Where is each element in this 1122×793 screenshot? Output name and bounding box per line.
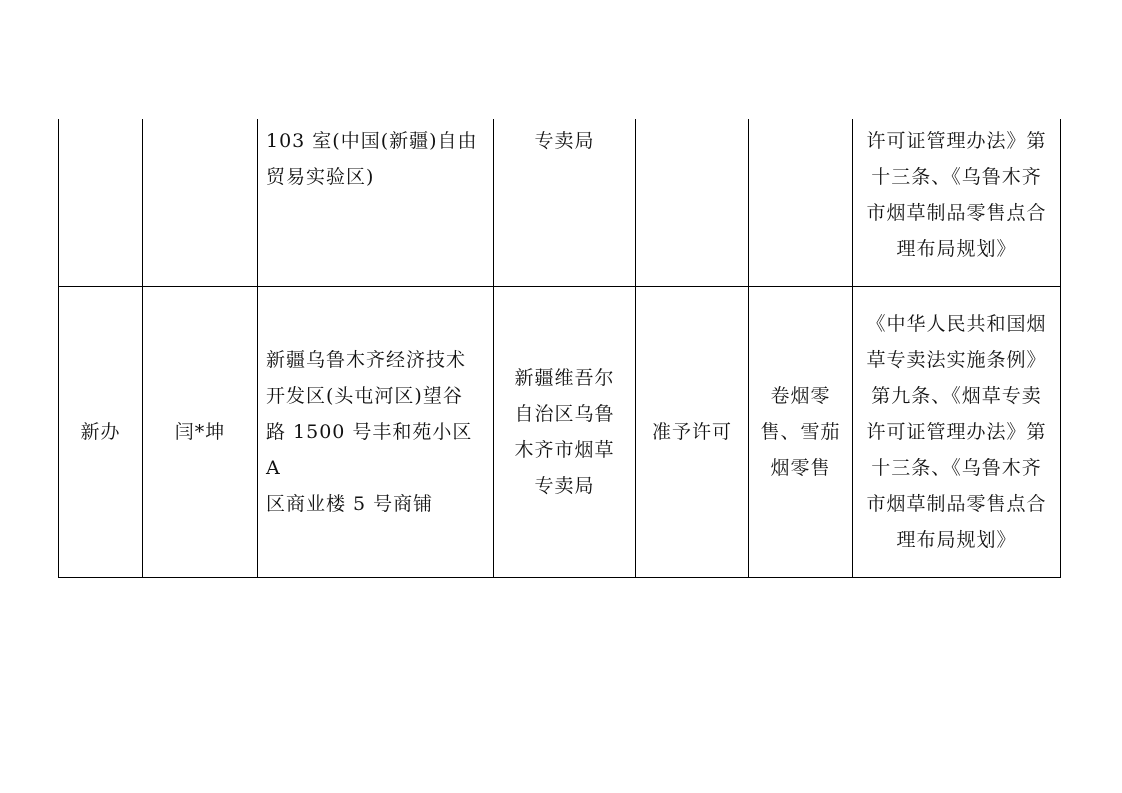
decision-cell: 准予许可 [636, 287, 749, 578]
type-cell [59, 119, 143, 287]
scope-cell: 卷烟零 售、雪茄 烟零售 [749, 287, 853, 578]
applicant-cell [143, 119, 258, 287]
authority-cell: 新疆维吾尔 自治区乌鲁 木齐市烟草 专卖局 [494, 287, 636, 578]
basis-cell: 许可证管理办法》第 十三条、《乌鲁木齐 市烟草制品零售点合 理布局规划》 [853, 119, 1061, 287]
authority-cell: 专卖局 [494, 119, 636, 287]
address-cell: 103 室(中国(新疆)自由 贸易实验区) [258, 119, 494, 287]
type-cell: 新办 [59, 287, 143, 578]
basis-cell: 《中华人民共和国烟 草专卖法实施条例》 第九条、《烟草专卖 许可证管理办法》第 十三条、《乌鲁木齐 市烟草制品零售点合 理布局规划》 [853, 287, 1061, 578]
decision-cell [636, 119, 749, 287]
table-row [59, 287, 1061, 578]
address-cell: 新疆乌鲁木齐经济技术 开发区(头屯河区)望谷 路 1500 号丰和苑小区 A 区商业楼 5 号商铺 [258, 287, 494, 578]
applicant-cell: 闫*坤 [143, 287, 258, 578]
license-table [58, 119, 1061, 578]
scope-cell [749, 119, 853, 287]
table-row [59, 119, 1061, 287]
